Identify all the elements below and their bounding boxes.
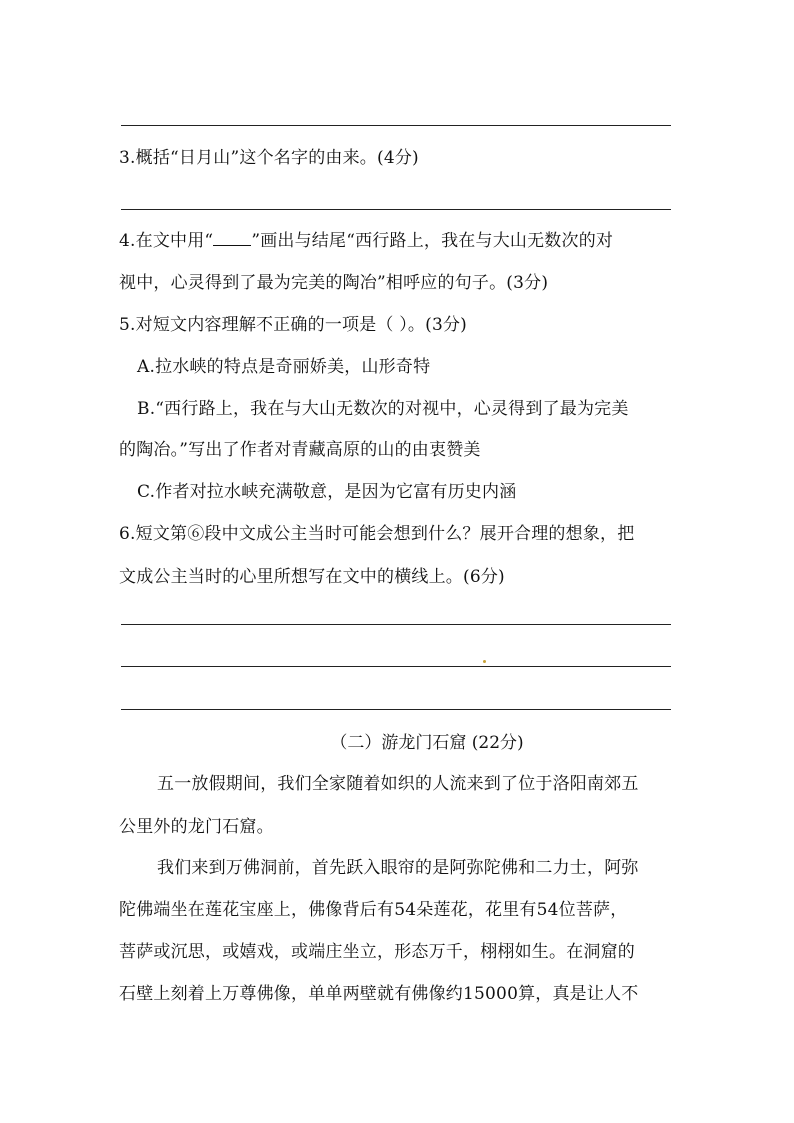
question-6-line-1: 6.短文第⑥段中文成公主当时可能会想到什么？展开合理的想象，把 [119,524,635,544]
answer-line [121,209,671,210]
question-5-option-b-line-1: B.“西行路上，我在与大山无数次的对视中，心灵得到了最为完美 [137,399,629,419]
answer-line [121,125,671,126]
paragraph-2-line-4: 石壁上刻着上万尊佛像，单单两壁就有佛像约15000算，真是让人不 [119,984,639,1004]
question-6-line-2: 文成公主当时的心里所想写在文中的横线上。(6分) [119,567,505,587]
stray-mark [483,660,486,663]
paragraph-1-line-2: 公里外的龙门石窟。 [119,817,274,837]
question-4-prefix: 4.在文中用“ [119,231,214,251]
answer-line [121,624,671,625]
paragraph-1-line-1: 五一放假期间，我们全家随着如织的人流来到了位于洛阳南郊五 [157,774,639,794]
paragraph-2-line-2: 陀佛端坐在莲花宝座上，佛像背后有54朵莲花，花里有54位菩萨， [119,900,628,920]
question-4-line-2: 视中，心灵得到了最为完美的陶冶”相呼应的句子。(3分) [119,273,549,293]
question-5-stem: 5.对短文内容理解不正确的一项是（ ）。(3分) [119,315,468,335]
question-4-suffix: ”画出与结尾“西行路上，我在与大山无数次的对 [251,231,614,251]
question-4-line-1 [119,229,679,253]
answer-line [121,709,671,710]
paragraph-2-line-3: 菩萨或沉思，或嬉戏，或端庄坐立，形态万千，栩栩如生。在洞窟的 [119,942,635,962]
answer-line [121,666,671,667]
question-5-option-b-line-2: 的陶冶。”写出了作者对青藏高原的山的由衷赞美 [119,440,481,460]
question-5-option-a: A.拉水峡的特点是奇丽娇美，山形奇特 [137,357,431,377]
question-5-option-c: C.作者对拉水峡充满敬意，是因为它富有历史内涵 [137,482,517,502]
section-2-title: （二）游龙门石窟 (22分) [330,733,524,753]
underline-blank [213,231,251,246]
paragraph-2-line-1: 我们来到万佛洞前，首先跃入眼帘的是阿弥陀佛和二力士，阿弥 [157,858,639,878]
question-3: 3.概括“日月山”这个名字的由来。(4分) [119,148,419,168]
